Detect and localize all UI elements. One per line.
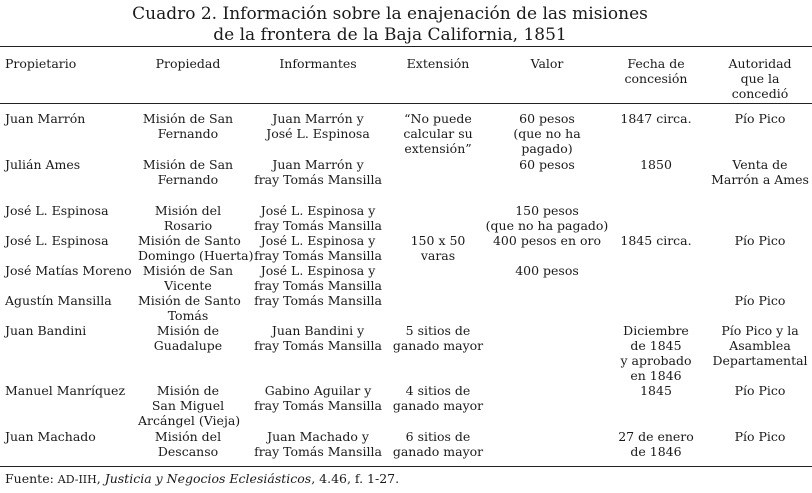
- header-fecha: Fecha de concesión: [624, 56, 688, 86]
- cell-propietario: Juan Marrón: [5, 111, 86, 126]
- source-archive: AD-IIH: [57, 473, 97, 486]
- cell-valor: 60 pesos: [519, 157, 575, 172]
- cell-informantes: José L. Espinosa y fray Tomás Mansilla: [254, 263, 382, 293]
- cell-fecha: 1850: [640, 157, 672, 172]
- source-sep: ,: [96, 471, 105, 486]
- cell-informantes: Gabino Aguilar y fray Tomás Mansilla: [254, 383, 382, 413]
- cell-valor: 150 pesos (que no ha pagado): [485, 203, 609, 233]
- cell-extension: “No puede calcular su extensión”: [403, 111, 473, 156]
- cell-propietario: Manuel Manríquez: [5, 383, 126, 398]
- cell-fecha: Diciembre de 1845 y aprobado en 1846: [620, 323, 692, 383]
- cell-propiedad: Misión de San Fernando: [142, 111, 234, 141]
- cell-propiedad: Misión de San Miguel Arcángel (Vieja): [138, 383, 241, 428]
- cell-autoridad: Pío Pico: [734, 233, 786, 248]
- cell-autoridad: Venta de Marrón a Ames: [711, 157, 809, 187]
- cell-propietario: José Matías Moreno: [5, 263, 132, 278]
- header-rule: [0, 103, 812, 104]
- header-informantes: Informantes: [279, 56, 357, 71]
- cell-extension: 5 sitios de ganado mayor: [392, 323, 484, 353]
- cell-autoridad: Pío Pico y la Asamblea Departamental: [712, 323, 808, 368]
- cell-informantes: Juan Marrón y fray Tomás Mansilla: [254, 157, 382, 187]
- cell-propietario: Julián Ames: [5, 157, 81, 172]
- cell-fecha: 1845: [640, 383, 672, 398]
- header-valor: Valor: [530, 56, 564, 71]
- cell-valor: 400 pesos en oro: [492, 233, 601, 248]
- cell-autoridad: Pío Pico: [734, 111, 786, 126]
- table-title: [0, 4, 780, 46]
- source-collection: Justicia y Negocios Eclesiásticos: [104, 471, 312, 486]
- cell-extension: 150 x 50 varas: [410, 233, 466, 263]
- cell-propiedad: Misión de Santo Domingo (Huerta): [138, 233, 254, 263]
- header-propietario: Propietario: [5, 56, 77, 71]
- header-propiedad: Propiedad: [155, 56, 221, 71]
- cell-autoridad: Pío Pico: [734, 293, 786, 308]
- cell-propiedad: Misión de San Vicente: [142, 263, 234, 293]
- cell-informantes: José L. Espinosa y fray Tomás Mansilla: [254, 203, 382, 233]
- header-extension: Extensión: [406, 56, 470, 71]
- cell-propietario: José L. Espinosa: [5, 233, 109, 248]
- cell-valor: 60 pesos (que no ha pagado): [513, 111, 581, 156]
- cell-extension: 6 sitios de ganado mayor: [392, 429, 484, 459]
- cell-informantes: Juan Marrón y José L. Espinosa: [266, 111, 370, 141]
- cell-fecha: 27 de enero de 1846: [618, 429, 694, 459]
- cell-informantes: Juan Bandini y fray Tomás Mansilla: [254, 323, 382, 353]
- top-rule: [0, 46, 812, 47]
- cell-valor: 400 pesos: [515, 263, 579, 278]
- cell-propiedad: Misión del Rosario: [154, 203, 222, 233]
- cell-fecha: 1847 circa.: [620, 111, 692, 126]
- cell-informantes: fray Tomás Mansilla: [254, 293, 382, 308]
- cell-propiedad: Misión de Santo Tomás: [138, 293, 241, 323]
- cell-propiedad: Misión de Guadalupe: [153, 323, 223, 353]
- cell-propietario: Agustín Mansilla: [5, 293, 112, 308]
- cell-propiedad: Misión del Descanso: [154, 429, 222, 459]
- cell-propiedad: Misión de San Fernando: [142, 157, 234, 187]
- header-autoridad: Autoridad que la concedió: [728, 56, 792, 101]
- title-line-2: de la frontera de la Baja California, 1851: [213, 25, 567, 45]
- cell-propietario: Juan Machado: [5, 429, 96, 444]
- cell-propietario: Juan Bandini: [5, 323, 87, 338]
- source-prefix: Fuente:: [5, 471, 58, 486]
- bottom-rule: [0, 466, 812, 467]
- cell-autoridad: Pío Pico: [734, 383, 786, 398]
- source-ref: , 4.46, f. 1-27.: [311, 471, 400, 486]
- cell-informantes: José L. Espinosa y fray Tomás Mansilla: [254, 233, 382, 263]
- cell-autoridad: Pío Pico: [734, 429, 786, 444]
- cell-fecha: 1845 circa.: [620, 233, 692, 248]
- cell-propietario: José L. Espinosa: [5, 203, 109, 218]
- source-note: [5, 471, 399, 487]
- cell-informantes: Juan Machado y fray Tomás Mansilla: [254, 429, 382, 459]
- cell-extension: 4 sitios de ganado mayor: [392, 383, 484, 413]
- title-line-1: Cuadro 2. Información sobre la enajenación de las misiones: [132, 4, 648, 24]
